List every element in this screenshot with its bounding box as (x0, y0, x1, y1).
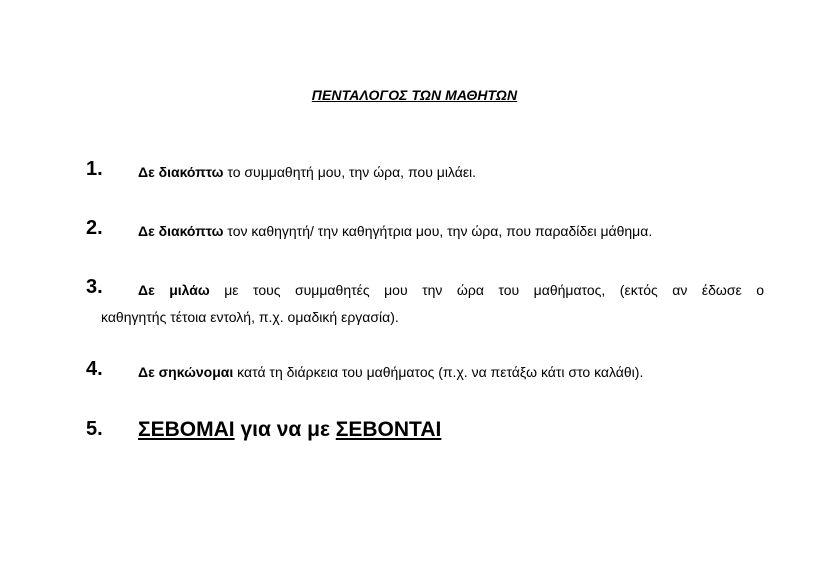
item-bold-text: Δε μιλάω (138, 282, 210, 298)
item-bold-text: Δε διακόπτω (138, 164, 224, 180)
item-plain-text: το συμμαθητή μου, την ώρα, που μιλάει. (223, 164, 477, 180)
item-bold-text: Δε διακόπτω (138, 223, 224, 239)
item-text (138, 164, 476, 180)
motto-word-1: ΣΕΒΟΜΑΙ (138, 418, 235, 441)
item-number: 5. (86, 418, 103, 440)
item-plain-text: με τους συμμαθητές μου την ώρα του μαθήματος, (εκτός αν έδωσε ο (209, 282, 764, 298)
item-number: 2. (86, 217, 103, 239)
item-plain-text: τον καθηγητή/ την καθηγήτρια μου, την ώρα, που παραδίδει μάθημα. (223, 223, 653, 239)
item-motto (138, 418, 441, 442)
item-text (138, 364, 643, 380)
item-text (138, 282, 764, 298)
motto-word-2: ΣΕΒΟΝΤΑΙ (335, 418, 442, 441)
item-text (138, 223, 652, 239)
document-title: ΠΕΝΤΑΛΟΓΟΣ ΤΩΝ ΜΑΘΗΤΩΝ (311, 87, 518, 103)
item-number: 4. (86, 358, 103, 380)
item-number: 3. (86, 276, 103, 298)
motto-middle: για να με (234, 418, 336, 441)
item-bold-text: Δε σηκώνομαι (138, 364, 234, 380)
item-plain-text: κατά τη διάρκεια του μαθήματος (π.χ. να πετάξω κάτι στο καλάθι). (233, 364, 644, 380)
item-number: 1. (86, 158, 103, 180)
item-continuation-text: καθηγητής τέτοια εντολή, π.χ. ομαδική εργασία). (101, 309, 399, 325)
